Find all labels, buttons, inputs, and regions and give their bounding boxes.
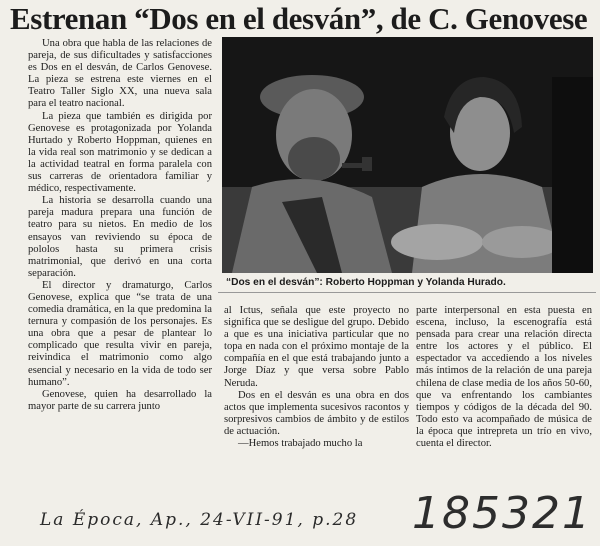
headline: Estrenan “Dos en el desván”, de C. Genovese: [10, 1, 588, 36]
paragraph: al Ictus, señala que este proyecto no significa que se desligue del grupo. Debido a que es una iniciativa particular que no topa en nada con el próximo montaje de la compañía en el que está trabajando junto a Jorge Díaz y que versa sobre Pablo Neruda.: [224, 305, 409, 389]
paragraph: Una obra que habla de las relaciones de pareja, de sus dificultades y satisfacciones es Dos en el desván, de Carlos Genovese. La pieza se estrena este viernes en el Teatro Taller Siglo XX, una nueva sala para el teatro nacional.: [28, 38, 212, 110]
photo-illustration: [222, 37, 593, 273]
photo-caption: “Dos en el desván”: Roberto Hoppman y Yolanda Hurado.: [226, 277, 506, 288]
paragraph: Genovese, quien ha desarrollado la mayor parte de su carrera junto: [28, 388, 212, 412]
divider: [218, 292, 596, 293]
article-column-2: [224, 305, 409, 450]
paragraph: —Hemos trabajado mucho la: [238, 438, 363, 450]
article-column-3: [416, 305, 592, 450]
handwritten-archive-number: 185321: [412, 488, 592, 539]
article-column-1: [28, 38, 212, 413]
paragraph: parte interpersonal en esta puesta en escena, incluso, la escenografía está pensada para crear una relación directa entre los actores y el público. El espectador va accediendo a los niveles más íntimos de la relación de una pareja chilena de clase media de los años 50-60, que va enfrentando los cambiantes tiempos y códigos de la década del 90. Todo esto va acompañado de música de la época que intrepreta un trío en vivo, cuenta el director.: [416, 305, 592, 450]
paragraph: Dos en el desván es una obra en dos actos que implementa sucesivos racontos y sorpresivos cambios de ámbito y de estilos de actuación.: [224, 389, 409, 437]
stage-photo: [222, 37, 593, 273]
paragraph: La historia se desarrolla cuando una pareja madura prepara una función de teatro para su nietos. En medio de los ensayos van reviviendo su época de pololos hasta su primera crisis matrimonial, que derivó en una corta separación.: [28, 195, 212, 279]
handwritten-source-note: La Época, Ap., 24-VII-91, p.28: [40, 510, 359, 530]
paragraph: La pieza que también es dirigida por Genovese es protagonizada por Yolanda Hurtado y Roberto Hoppman, quienes en la vida real son matrimonio y se dedican a la actividad teatral en forma paralela con sus carreras de orientadora familiar y médico, respectivamente.: [28, 110, 212, 195]
paragraph: El director y dramaturgo, Carlos Genovese, explica que “se trata de una comedia dramática, en la que predomina la ternura y compasión de los personajes. Es una obra que a pesar de plantear lo complicado que resulta vivir en pareja, reivindica el matrimonio como algo esencial y necesario en la vida de todo ser humano”.: [28, 279, 212, 388]
